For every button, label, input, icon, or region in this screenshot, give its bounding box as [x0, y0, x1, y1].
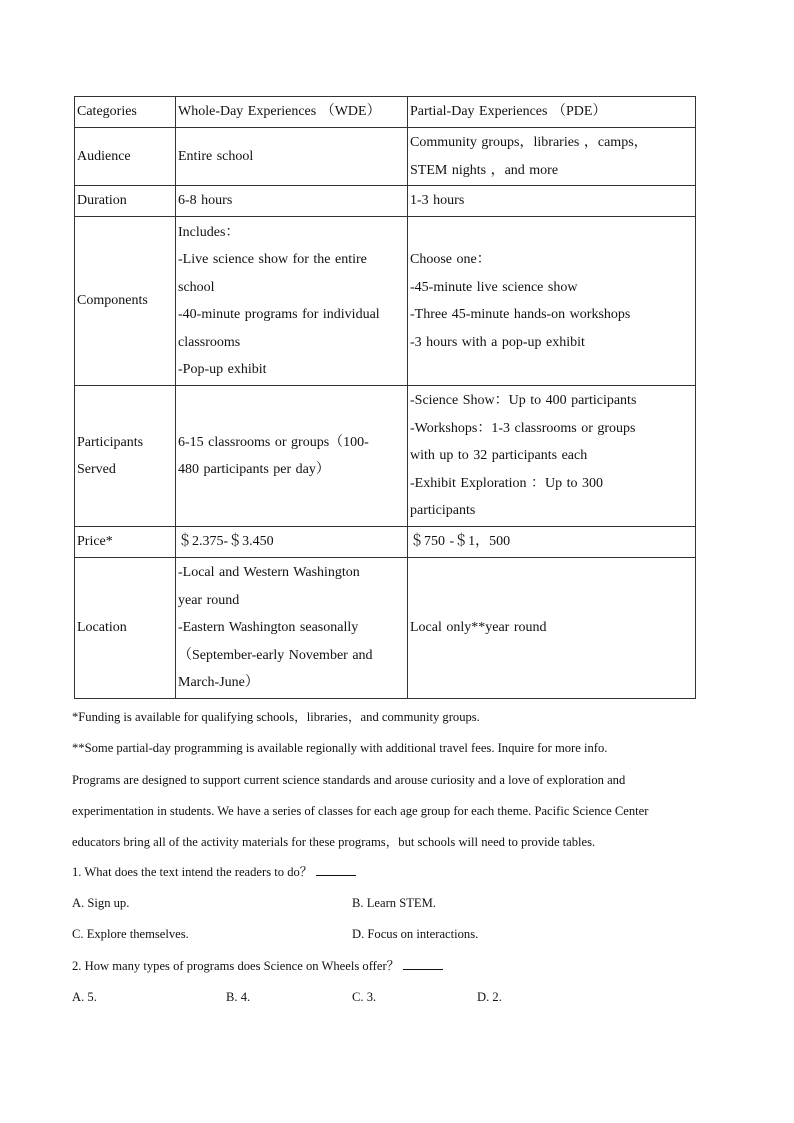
- row-label: Location: [75, 558, 176, 699]
- table-row-audience: [75, 128, 696, 186]
- pde-cell: ＄750 -＄1，500: [408, 527, 696, 558]
- question-1-option-a[interactable]: A. Sign up.: [72, 896, 130, 910]
- pde-cell: Local only**year round: [408, 558, 696, 699]
- wde-cell: ＄2.375-＄3.450: [176, 527, 408, 558]
- answer-blank[interactable]: [316, 862, 356, 876]
- program-comparison-table: [74, 96, 696, 699]
- wde-cell: Entire school: [176, 128, 408, 186]
- question-2-option-c[interactable]: C. 3.: [352, 990, 377, 1004]
- table-row-duration: [75, 186, 696, 217]
- header-partial-day: Partial-Day Experiences （PDE）: [408, 97, 696, 128]
- table-row-price: [75, 527, 696, 558]
- question-1-option-c[interactable]: C. Explore themselves.: [72, 927, 189, 941]
- table-row-components: [75, 217, 696, 386]
- body-paragraph-line: experimentation in students. We have a series of classes for each age group for each theme. Pacific Science Center: [72, 803, 649, 818]
- pde-cell: -Science Show：Up to 400 participants -Workshops：1-3 classrooms or groups with up to 32 participants each -Exhibit Exploration ：Up to 300 participants: [408, 386, 696, 527]
- header-whole-day: Whole-Day Experiences （WDE）: [176, 97, 408, 128]
- body-paragraph-line: Programs are designed to support current science standards and arouse curiosity and a love of exploration and: [72, 772, 626, 787]
- row-label: Price*: [75, 527, 176, 558]
- question-2-option-d[interactable]: D. 2.: [477, 990, 502, 1004]
- question-2-option-b[interactable]: B. 4.: [226, 990, 251, 1004]
- notes-section: [72, 702, 722, 858]
- pde-cell: Choose one： -45-minute live science show -Three 45-minute hands-on workshops -3 hours with a pop-up exhibit: [408, 217, 696, 386]
- table-row-location: [75, 558, 696, 699]
- regional-note: **Some partial-day programming is available regionally with additional travel fees. Inquire for more info.: [72, 741, 608, 756]
- table-row-participants: [75, 386, 696, 527]
- body-paragraph-line: educators bring all of the activity materials for these programs，but schools will need to provide tables.: [72, 835, 596, 850]
- question-2: [72, 956, 443, 976]
- table-header-row: [75, 97, 696, 128]
- header-categories: Categories: [75, 97, 176, 128]
- pde-cell: Community groups，libraries ，camps， STEM nights ，and more: [408, 128, 696, 186]
- answer-blank[interactable]: [403, 956, 443, 970]
- wde-cell: -Local and Western Washington year round -Eastern Washington seasonally （September-early November and March-June）: [176, 558, 408, 699]
- row-label: Components: [75, 217, 176, 386]
- wde-cell: Includes： -Live science show for the entire school -40-minute programs for individual classrooms -Pop-up exhibit: [176, 217, 408, 386]
- row-label: Duration: [75, 186, 176, 217]
- funding-note: *Funding is available for qualifying schools，libraries，and community groups.: [72, 710, 480, 724]
- pde-cell: 1-3 hours: [408, 186, 696, 217]
- question-1-option-d[interactable]: D. Focus on interactions.: [352, 927, 479, 941]
- wde-cell: 6-8 hours: [176, 186, 408, 217]
- question-2-option-a[interactable]: A. 5.: [72, 990, 97, 1004]
- question-1-option-b[interactable]: B. Learn STEM.: [352, 896, 436, 910]
- wde-cell: 6-15 classrooms or groups（100- 480 participants per day）: [176, 386, 408, 527]
- row-label: Audience: [75, 128, 176, 186]
- question-1: [72, 862, 356, 882]
- row-label: Participants Served: [75, 386, 176, 527]
- question-1-text: 1. What does the text intend the readers to do？: [72, 865, 313, 879]
- question-2-text: 2. How many types of programs does Science on Wheels offer？: [72, 959, 400, 973]
